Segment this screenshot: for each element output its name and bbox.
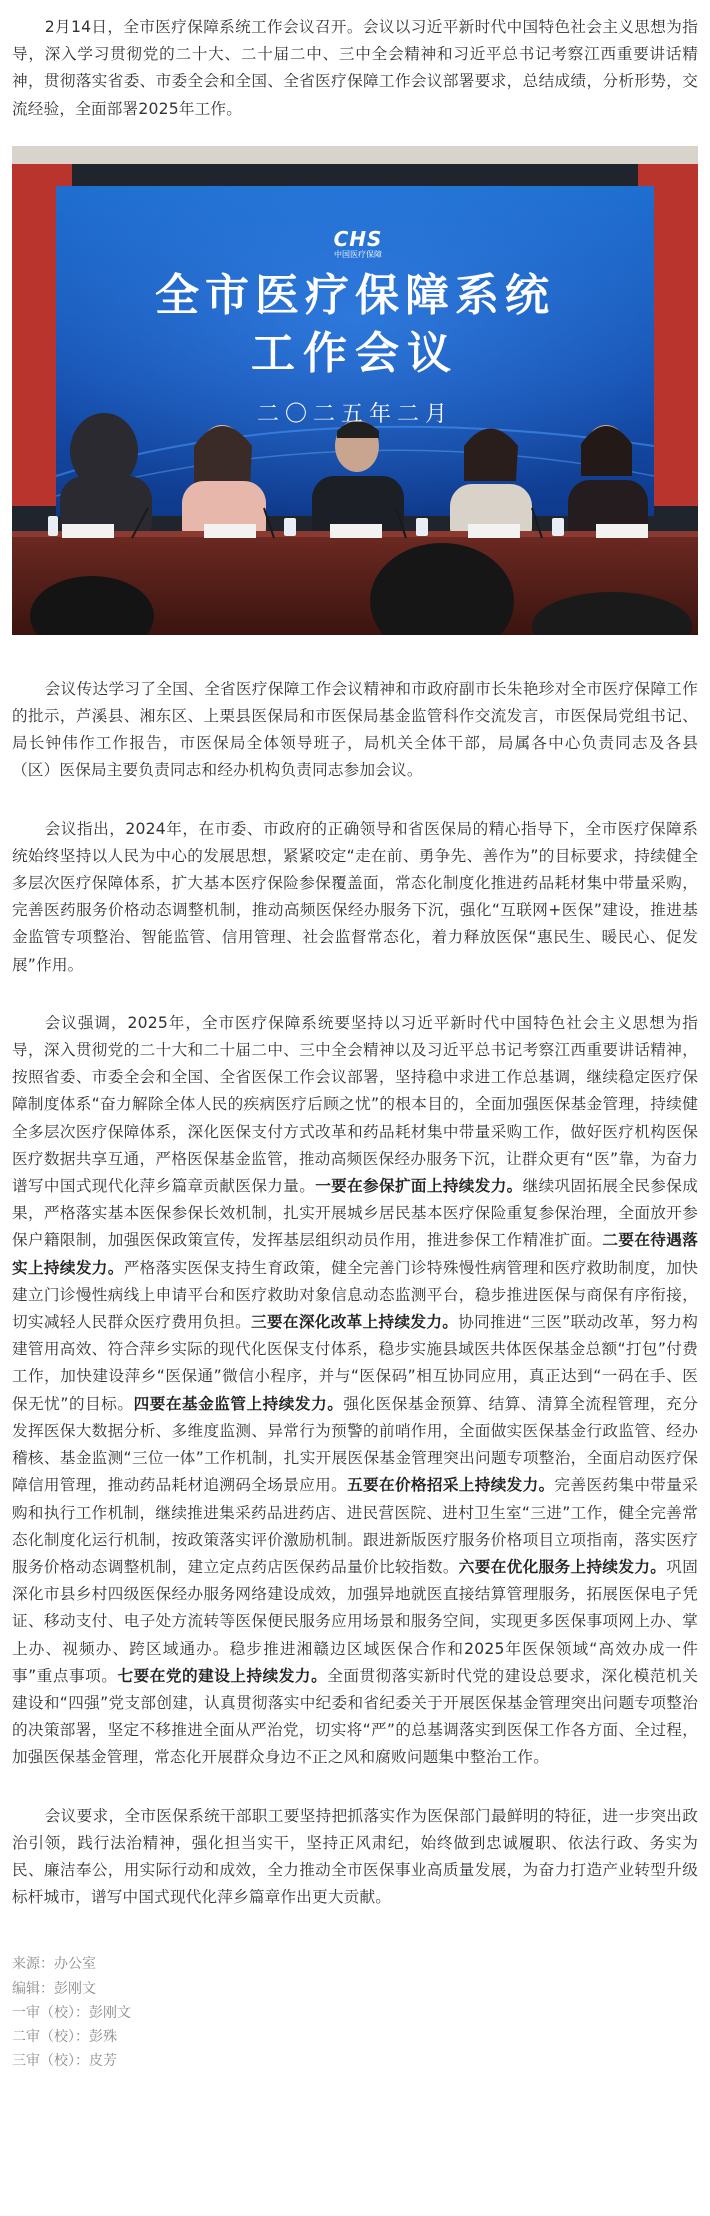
priority-heading: 五要在价格招采上持续发力。 xyxy=(347,1476,555,1495)
priority-heading: 四要在基金监管上持续发力。 xyxy=(133,1394,344,1413)
credit-review-1: 一审（校）：彭刚文 xyxy=(12,2004,131,2021)
priority-text: 完善医药集中带量采购和执行工作机制，继续推进集采药品进药店、进民营医院、进村卫生室“三进”工作，健全完善常态化制度化运行机制，按政策落实评价激励机制。跟进新版医疗服务价格项目立项指南，落实医疗服务价格动态调整机制，建立定点药店医保药品量价比较指数。 xyxy=(12,1476,698,1576)
priority-heading: 三要在深化改革上持续发力。 xyxy=(251,1313,459,1332)
priority-heading: 七要在党的建设上持续发力。 xyxy=(117,1666,328,1685)
chs-logo-subtext: 中国医疗保障 xyxy=(334,249,382,259)
meeting-photo xyxy=(12,146,698,635)
article-paragraph-review: 会议指出，2024年，在市委、市政府的正确领导和省医保局的精心指导下，全市医疗保障系统始终坚持以人民为中心的发展思想，紧紧咬定“走在前、勇争先、善作为”的目标要求，持续健全多层次医疗保障体系，扩大基本医疗保险参保覆盖面，常态化制度化推进药品耗材集中带量采购，完善医药服务价格动态调整机制，推动高频医保经办服务下沉，强化“互联网+医保”建设，推进基金监管专项整治、智能监管、信用管理、社会监督常态化，着力释放医保“惠民生、暖民心、促发展”作用。 xyxy=(12,819,698,974)
priority-text: 协同推进“三医”联动改革，努力构建管用高效、符合萍乡实际的现代化医保支付体系，稳步实施县域医共体医保基金总额“打包”付费工作，加快建设萍乡“医保通”微信小程序，并与“医保码”相互协同应用，真正达到“一码在手、医保无忧”的目标。 xyxy=(12,1313,698,1413)
priority-text: 严格落实医保支持生育政策，健全完善门诊特殊慢性病管理和医疗救助制度，加快建立门诊慢性病线上申请平台和医疗救助对象信息动态监测平台，稳步推进医保与商保有序衔接，切实减轻人民群众医疗费用负担。 xyxy=(12,1258,698,1332)
priority-heading: 六要在优化服务上持续发力。 xyxy=(458,1557,667,1576)
chs-logo-text: CHS xyxy=(333,226,383,251)
screen-title-line1: 全市医疗保障系统 xyxy=(155,269,555,321)
priority-text: 全面贯彻落实新时代党的建设总要求，深化模范机关建设和“四强”党支部创建，认真贯彻落实中纪委和省纪委关于开展医保基金管理突出问题专项整治的决策部署，坚定不移推进全面从严治党，切实将“严”的总基调落实到医保工作各方面、全过程，加强医保基金管理，常态化开展群众身边不正之风和腐败问题集中整治工作。 xyxy=(12,1666,698,1767)
priority-text: 强化医保基金预算、结算、清算全流程管理，充分发挥医保大数据分析、多维度监测、异常行为预警的前哨作用，全面做实医保基金行政监管、经办稽核、基金监测“三位一体”工作机制，扎实开展医保基金管理突出问题专项整治，全面启动医疗保障信用管理，推动药品耗材追溯码全场景应用。 xyxy=(12,1394,698,1495)
article-paragraph-attendance: 会议传达学习了全国、全省医疗保障工作会议精神和市政府副市长朱艳珍对全市医疗保障工作的批示，芦溪县、湘东区、上栗县医保局和市医保局基金监管科作交流发言，市医保局党组书记、局长钟伟作工作报告，市医保局全体领导班子，局机关全体干部，局属各中心负责同志及各县（区）医保局主要负责同志和经办机构负责同志参加会议。 xyxy=(12,679,698,780)
priority-text: 继续巩固拓展全民参保成果，严格落实基本医保参保长效机制，扎实开展城乡居民基本医疗保险重复参保治理，全面放开参保户籍限制，加强医保政策宣传，发挥基层组织动员作用，推进参保工作精准扩面。 xyxy=(12,1177,698,1250)
article-paragraph-intro: 2月14日，全市医疗保障系统工作会议召开。会议以习近平新时代中国特色社会主义思想为指导，深入学习贯彻党的二十大、二十届二中、三中全会精神和习近平总书记考察江西重要讲话精神，贯彻落实省委、市委全会和全国、全省医疗保障工作会议部署要求，总结成绩，分析形势，交流经验，全面部署2025年工作。 xyxy=(12,18,698,118)
article-credits xyxy=(12,1952,698,2073)
article-paragraph-requirements: 会议要求，全市医保系统干部职工要坚持把抓落实作为医保部门最鲜明的特征，进一步突出政治引领，践行法治精神，强化担当实干，坚持正风肃纪，始终做到忠诚履职、依法行政、务实为民、廉洁奉公，用实际行动和成效，全力推动全市医保事业高质量发展，为奋力打造产业转型升级标杆城市，谱写中国式现代化萍乡篇章作出更大贡献。 xyxy=(12,1806,698,1907)
screen-date: 二〇二五年二月 xyxy=(256,401,453,427)
screen-title-line2: 工作会议 xyxy=(251,327,459,379)
credit-review-3: 三审（校）：皮芳 xyxy=(12,2053,117,2070)
credit-review-2: 二审（校）：彭殊 xyxy=(12,2028,117,2045)
credit-editor: 编辑：彭刚文 xyxy=(12,1980,96,1997)
chs-logo xyxy=(328,228,388,260)
priority-text: 巩固深化市县乡村四级医保经办服务网络建设成效，加强异地就医直接结算管理服务，拓展医保电子凭证、移动支付、电子处方流转等医保便民服务应用场景和服务空间，实现更多医保事项网上办、掌上办、视频办、跨区域通办。稳步推进湘赣边区域医保合作和2025年医保领域“高效办成一件事”重点事项。 xyxy=(12,1557,698,1685)
priority-heading: 二要在待遇落实上持续发力。 xyxy=(12,1231,699,1277)
credit-source: 来源：办公室 xyxy=(12,1956,96,1973)
priority-text: 会议强调，2025年，全市医疗保障系统要坚持以习近平新时代中国特色社会主义思想为指导，深入贯彻党的二十大和二十届二中、三中全会精神以及习近平总书记考察江西重要讲话精神，按照省委、市委全会和全国、全省医保工作会议部署，坚持稳中求进工作总基调，继续稳定医疗保障制度体系“奋力解除全体人民的疾病医疗后顾之忧”的根本目的，全面加强医保基金管理，持续健全多层次医疗保障体系，深化医保支付方式改革和药品耗材集中带量采购工作，做好医疗机构医保医疗数据共享互通，严格医保基金监管，推动高频医保经办服务下沉，让群众更有“医”靠，为奋力谱写中国式现代化萍乡篇章贡献医保力量。 xyxy=(12,1013,698,1196)
priority-heading: 一要在参保扩面上持续发力。 xyxy=(315,1177,523,1196)
article-paragraph-priorities xyxy=(12,1010,698,1772)
